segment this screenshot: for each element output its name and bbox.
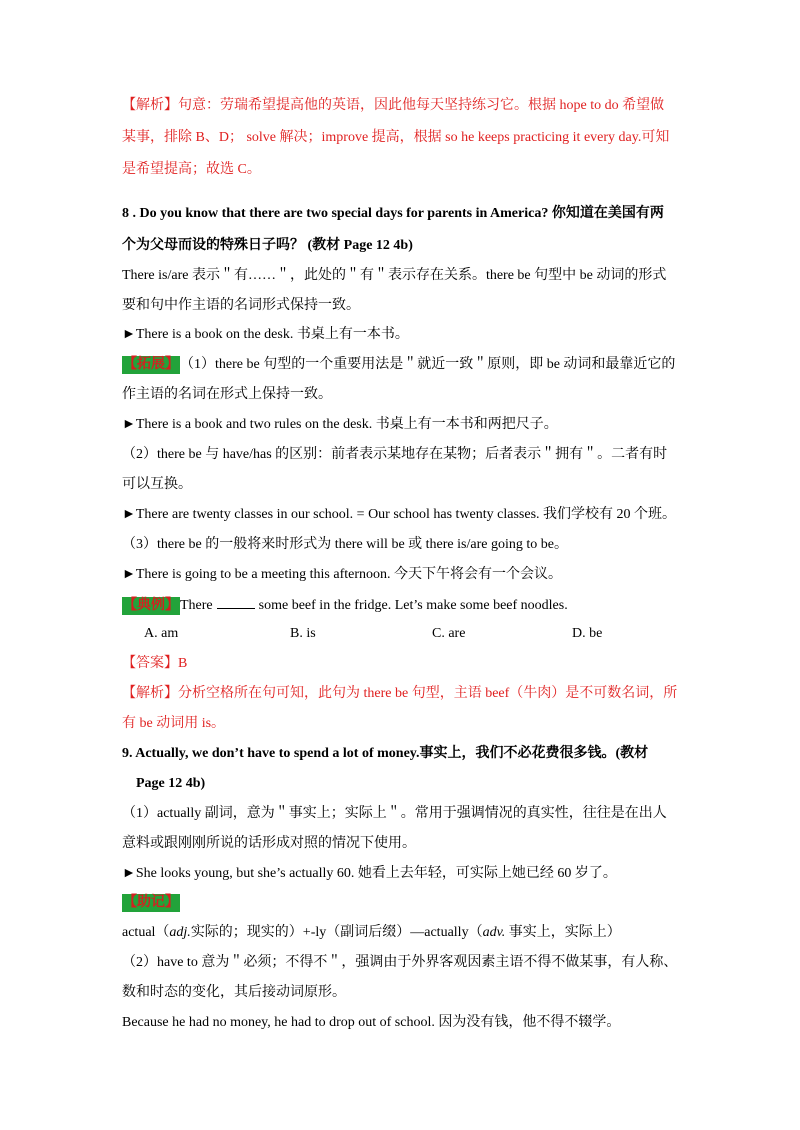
answer-value: B xyxy=(178,656,188,671)
analysis-tag-2: 【解析】 xyxy=(122,686,178,701)
item9-mnemonic xyxy=(122,923,621,943)
item8-heading-1: 8 . Do you know that there are two special days for parents in America? 你知道在美国有两 xyxy=(122,206,664,221)
item9-heading-1: 9. Actually, we don’t have to spend a lot of money.事实上，我们不必花费很多钱。(教材 xyxy=(122,746,649,761)
option-b: B. is xyxy=(290,626,316,641)
mnemonic-mid: 实际的；现实的）+-ly（副词后缀）—actually（ xyxy=(190,925,483,940)
analysis-text-1: 句意：劳瑞希望提高他的英语，因此他每天坚持练习它。根据 hope to do 希望做 xyxy=(178,98,665,113)
item9-mnemonic-tag-line xyxy=(122,893,180,913)
mnemonic-adj: adj. xyxy=(169,925,191,940)
answer-tag: 【答案】 xyxy=(122,656,178,671)
analysis-line-2: 某事，排除 B、D； solve 解决；improve 提高，根据 so he keeps practicing it every day.可知 xyxy=(122,130,670,145)
analysis-tag: 【解析】 xyxy=(122,98,178,113)
analysis-line-3: 是希望提高；故选 C。 xyxy=(122,162,261,177)
item8-extension-line-4: 可以互换。 xyxy=(122,477,192,492)
typical-example-tag: 【典例】 xyxy=(123,598,179,613)
item8-extension-line-3: （2）there be 与 have/has 的区别：前者表示某地存在某物；后者表示＂拥有＂。二者有时 xyxy=(122,447,668,462)
extension-text-1: （1）there be 句型的一个重要用法是＂就近一致＂原则，即 be 动词和最靠近它的 xyxy=(180,357,676,372)
item9-heading-2: Page 12 4b) xyxy=(136,776,206,791)
option-a: A. am xyxy=(144,626,179,641)
item8-extension-line-1 xyxy=(122,355,675,375)
item9-explain-3: （2）have to 意为＂必须；不得不＂，强调由于外界客观因素主语不得不做某事，有人称、 xyxy=(122,955,678,970)
item9-explain-1: （1）actually 副词，意为＂事实上；实际上＂。常用于强调情况的真实性，往往是在出人 xyxy=(122,806,667,821)
answer-blank xyxy=(217,594,255,609)
item8-explain-2: 要和句中作主语的名词形式保持一致。 xyxy=(122,298,360,313)
item8-analysis-line-1 xyxy=(122,684,677,704)
question-post: some beef in the fridge. Let’s make some beef noodles. xyxy=(258,598,568,613)
item8-question xyxy=(122,594,568,616)
item8-extension-line-5: （3）there be 的一般将来时形式为 there will be 或 there is/are going to be。 xyxy=(122,537,568,552)
item9-explain-2: 意料或跟刚刚所说的话形成对照的情况下使用。 xyxy=(122,836,416,851)
mnemonic-adv: adv. xyxy=(482,925,506,940)
extension-tag: 【拓展】 xyxy=(123,357,179,372)
item8-example-1: ►There is a book on the desk. 书桌上有一本书。 xyxy=(122,327,409,342)
item9-example-1: ►She looks young, but she’s actually 60. 她看上去年轻，可实际上她已经 60 岁了。 xyxy=(122,866,617,881)
mnemonic-post: 事实上，实际上） xyxy=(505,925,621,940)
mnemonic-pre: actual（ xyxy=(122,925,170,940)
item8-heading-2: 个为父母而设的特殊日子吗？ (教材 Page 12 4b) xyxy=(122,238,413,253)
item8-answer xyxy=(122,654,187,674)
item8-analysis-line-2: 有 be 动词用 is。 xyxy=(122,716,226,731)
item9-explain-4: 数和时态的变化，其后接动词原形。 xyxy=(122,985,346,1000)
option-d: D. be xyxy=(572,626,603,641)
item9-example-2: Because he had no money, he had to drop out of school. 因为没有钱，他不得不辍学。 xyxy=(122,1015,621,1030)
item8-explain-1: There is/are 表示＂有……＂，此处的＂有＂表示存在关系。there be 句型中 be 动词的形式 xyxy=(122,268,667,283)
item8-example-3: ►There are twenty classes in our school. = Our school has twenty classes. 我们学校有 20 个班。 xyxy=(122,507,677,522)
option-c: C. are xyxy=(432,626,466,641)
item8-example-4: ►There is going to be a meeting this afternoon. 今天下午将会有一个会议。 xyxy=(122,567,563,582)
item8-example-2: ►There is a book and two rules on the desk. 书桌上有一本书和两把尺子。 xyxy=(122,417,558,432)
mnemonic-tag: 【助记】 xyxy=(123,895,179,910)
analysis-line-1 xyxy=(122,96,664,116)
item8-analysis-text-1: 分析空格所在句可知，此句为 there be 句型，主语 beef（牛肉）是不可数名词，所 xyxy=(178,686,678,701)
item8-extension-line-2: 作主语的名词在形式上保持一致。 xyxy=(122,387,332,402)
question-pre: There xyxy=(180,598,213,613)
